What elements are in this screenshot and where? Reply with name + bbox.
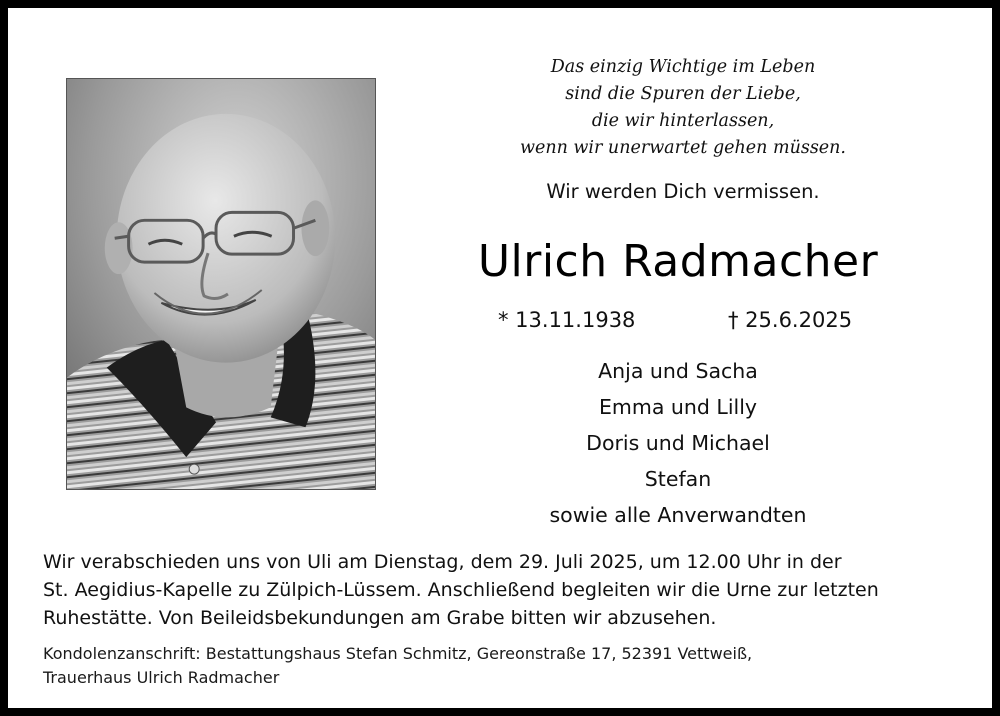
poem-line: Das einzig Wichtige im Leben <box>550 57 816 77</box>
family-member: sowie alle Anverwandten <box>549 503 807 527</box>
poem-line: wenn wir unerwartet gehen müssen. <box>519 138 846 158</box>
family-list <box>478 353 878 533</box>
family-member: Emma und Lilly <box>598 395 758 419</box>
family-member: Anja und Sacha <box>598 359 758 383</box>
poem-line: die wir hinterlassen, <box>591 111 775 131</box>
deceased-name: Ulrich Radmacher <box>477 236 879 287</box>
condolence-line: Trauerhaus Ulrich Radmacher <box>43 668 280 687</box>
poem-line: sind die Spuren der Liebe, <box>565 84 801 104</box>
condolence-address <box>43 642 973 690</box>
ceremony-line: Wir verabschieden uns von Uli am Dienstag, dem 29. Juli 2025, um 12.00 Uhr in der <box>43 551 842 573</box>
family-member: Doris und Michael <box>586 431 770 455</box>
portrait-image <box>67 79 375 489</box>
death-date: † 25.6.2025 <box>728 308 853 332</box>
ceremony-line: Ruhestätte. Von Beileidsbekundungen am Grabe bitten wir abzusehen. <box>43 607 717 629</box>
condolence-line: Kondolenzanschrift: Bestattungshaus Stefan Schmitz, Gereonstraße 17, 52391 Vettweiß, <box>43 644 753 663</box>
ceremony-text <box>43 548 973 632</box>
portrait-photo <box>66 78 376 490</box>
miss-line: Wir werden Dich vermissen. <box>546 180 820 203</box>
family-member: Stefan <box>644 467 712 491</box>
poem <box>438 54 928 162</box>
birth-date: * 13.11.1938 <box>498 308 636 332</box>
ceremony-line: St. Aegidius-Kapelle zu Zülpich-Lüssem. Anschließend begleiten wir die Urne zur letzten <box>43 579 879 601</box>
